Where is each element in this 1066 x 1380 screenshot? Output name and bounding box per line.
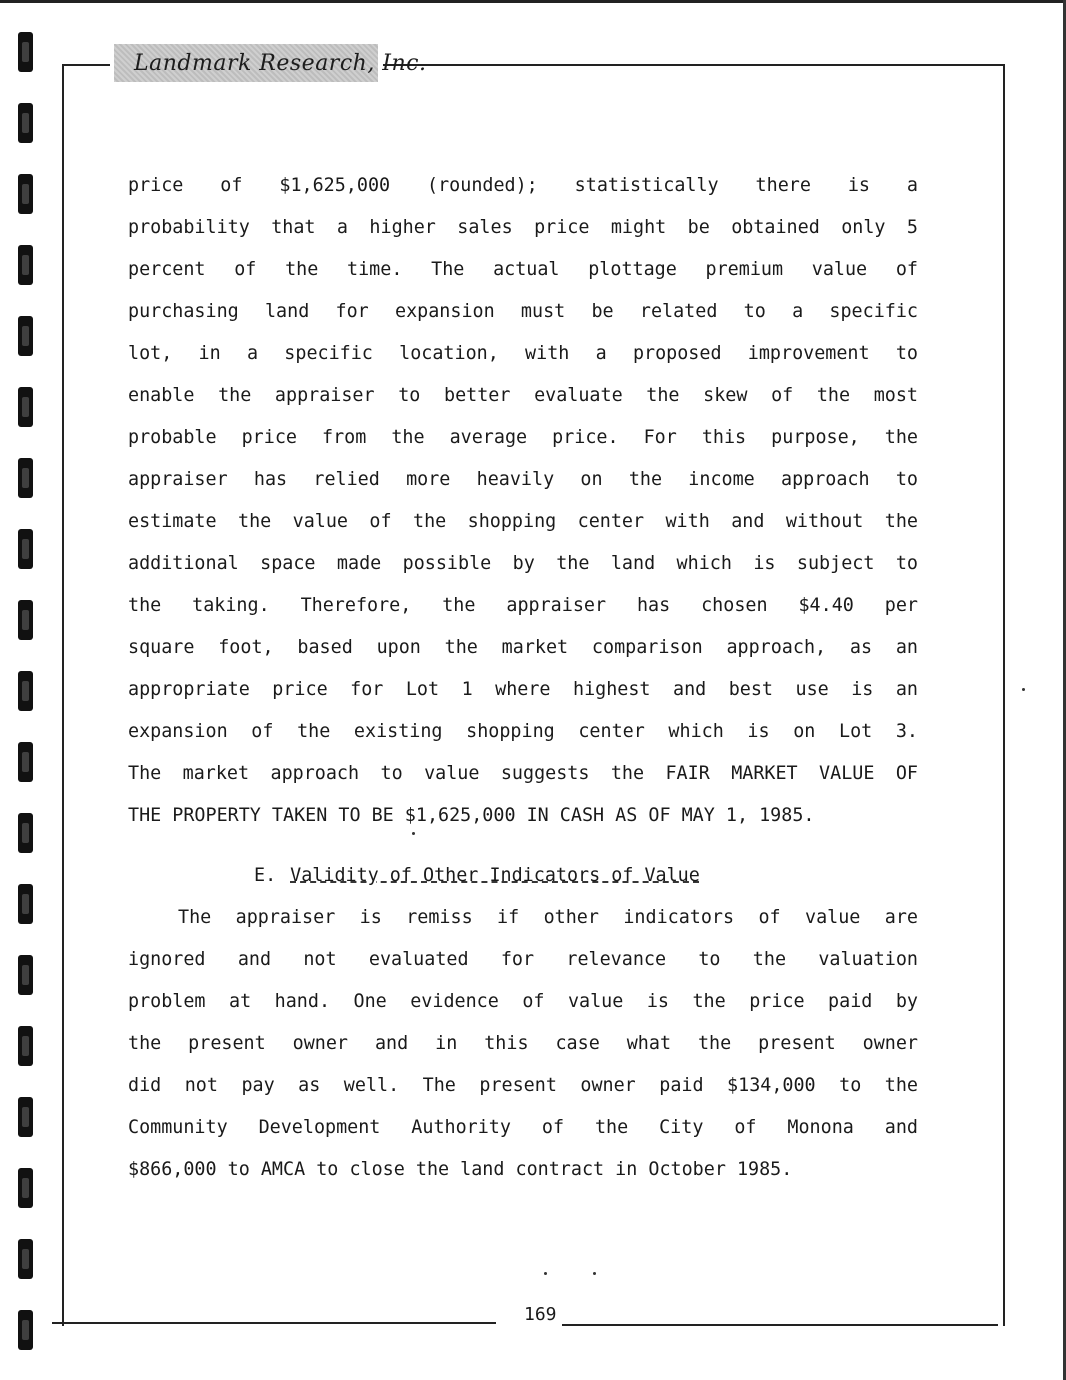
binding-hole [18,1026,33,1066]
body-line: probable price from the average price. For this purpose, the [128,427,918,448]
body-line: lot, in a specific location, with a proposed improvement to [128,343,918,364]
section-line: problem at hand. One evidence of value is the price paid by [128,991,918,1012]
binding-hole [18,600,33,640]
frame-border-top [383,64,1005,66]
binding-hole [18,1239,33,1279]
section-line: the present owner and in this case what the present owner [128,1033,918,1054]
body-line: expansion of the existing shopping center which is on Lot 3. [128,721,918,742]
frame-border-right [1003,64,1005,1326]
section-line-text: The appraiser is remiss if other indicators of value are [178,907,918,928]
binding-hole [18,671,33,711]
letterhead-logo [114,44,427,82]
body-line: price of $1,625,000 (rounded); statistically there is a [128,175,918,196]
binding-hole [18,316,33,356]
scan-speck [593,1272,596,1275]
section-line: $866,000 to AMCA to close the land contract in October 1985. [128,1159,793,1180]
section-line: Community Development Authority of the City of Monona and [128,1117,918,1138]
body-line: additional space made possible by the land which is subject to [128,553,918,574]
binding-hole [18,1310,33,1350]
binding-hole [18,742,33,782]
scan-speck [1022,688,1025,691]
body-line: enable the appraiser to better evaluate the skew of the most [128,385,918,406]
scan-speck [544,1272,547,1275]
body-line: probability that a higher sales price might be obtained only 5 [128,217,918,238]
binding-hole [18,955,33,995]
scan-edge-top [0,0,1066,3]
body-line: the taking. Therefore, the appraiser has chosen $4.40 per [128,595,918,616]
page-number: 169 [524,1304,557,1325]
section-heading [254,863,700,889]
scan-speck [412,832,415,835]
binding-hole [18,884,33,924]
body-line: THE PROPERTY TAKEN TO BE $1,625,000 IN CASH AS OF MAY 1, 1985. [128,805,815,826]
binding-hole [18,245,33,285]
binding-hole [18,32,33,72]
frame-border-top [62,64,110,66]
binding-hole [18,1168,33,1208]
frame-border-bottom [562,1324,998,1326]
section-line [128,905,918,931]
frame-border-left [62,64,64,1326]
body-line: percent of the time. The actual plottage premium value of [128,259,918,280]
body-line: estimate the value of the shopping center with and without the [128,511,918,532]
body-line: The market approach to value suggests the FAIR MARKET VALUE OF [128,763,918,784]
section-line: did not pay as well. The present owner paid $134,000 to the [128,1075,918,1096]
section-line: ignored and not evaluated for relevance to the valuation [128,949,918,970]
binding-hole [18,1097,33,1137]
section-title: Validity of Other Indicators of Value [290,865,700,886]
body-line: purchasing land for expansion must be related to a specific [128,301,918,322]
binding-hole [18,813,33,853]
binding-hole [18,174,33,214]
binding-hole [18,387,33,427]
binding-hole [18,458,33,498]
binding-hole [18,103,33,143]
section-letter: E. [254,865,277,886]
binding-hole [18,529,33,569]
logo-text: Landmark Research, Inc. [134,50,427,76]
body-line: square foot, based upon the market comparison approach, as an [128,637,918,658]
body-line: appropriate price for Lot 1 where highest and best use is an [128,679,918,700]
body-line: appraiser has relied more heavily on the income approach to [128,469,918,490]
frame-border-bottom [52,1322,496,1324]
